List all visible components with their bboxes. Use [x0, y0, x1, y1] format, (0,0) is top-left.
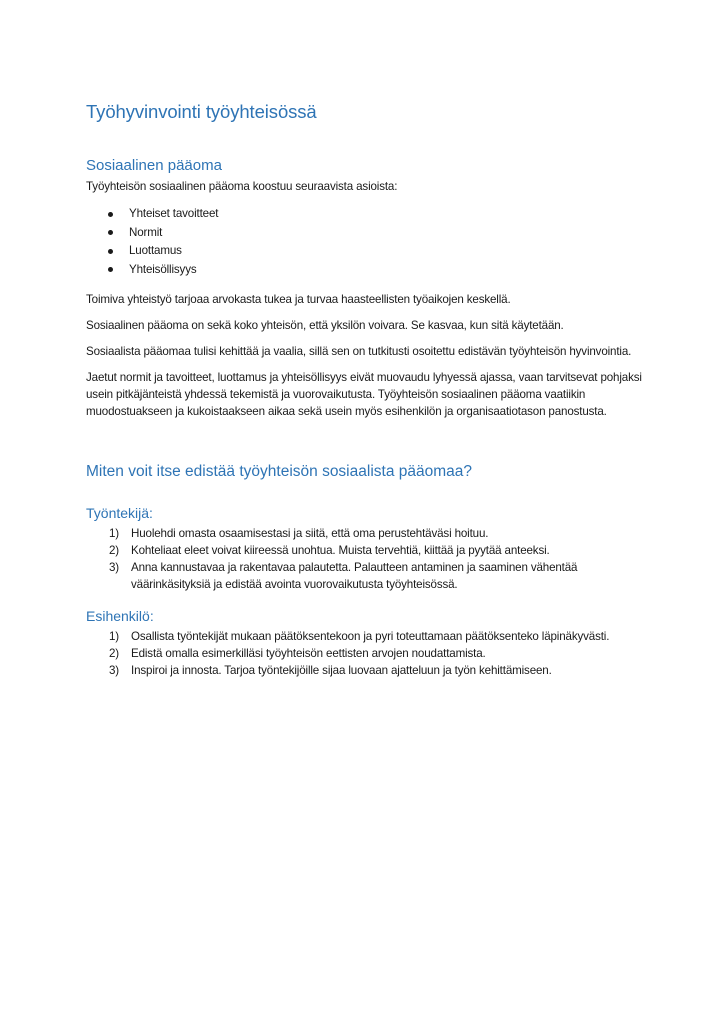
- intro-paragraph: Työyhteisön sosiaalinen pääoma koostuu seuraavista asioista:: [86, 180, 398, 193]
- section-heading-social-capital: Sosiaalinen pääoma: [86, 157, 222, 174]
- body-paragraph: Jaetut normit ja tavoitteet, luottamus ja yhteisöllisyys eivät muovaudu lyhyessä ajassa, vaan tarvitsevat pohjaksi usein pitkäjänteistä yhdessä tekemistä ja vuorovaikutusta. Työyhteisön sosiaalinen pääoma vaatiikin muodostuakseen ja kukoistaakseen aikaa sekä usein myös esihenkilön ja organisaatiotason panostusta.: [86, 371, 642, 418]
- bullet-icon: [108, 230, 113, 235]
- bullet-icon: [108, 267, 113, 272]
- body-paragraph: Toimiva yhteistyö tarjoaa arvokasta tukea ja turvaa haasteellisten työaikojen keskellä.: [86, 293, 511, 306]
- document-title: Työhyvinvointi työyhteisössä: [86, 101, 317, 122]
- bullet-icon: [108, 249, 113, 254]
- body-paragraph: Sosiaalista pääomaa tulisi kehittää ja vaalia, sillä sen on tutkitusti osoitettu edistävän työyhteisön hyvinvointia.: [86, 345, 632, 358]
- list-number: 1): [109, 527, 120, 540]
- list-item: 1) Huolehdi omasta osaamisestasi ja siitä, että oma perustehtäväsi hoituu.: [109, 527, 489, 540]
- list-number: 2): [109, 544, 120, 557]
- employee-list: [86, 525, 644, 593]
- section-spacer: [86, 429, 644, 462]
- list-number: 1): [109, 630, 120, 643]
- bullet-item: Yhteiset tavoitteet: [108, 205, 644, 224]
- list-item: 3) Inspiroi ja innosta. Tarjoa työntekijöille sijaa luovaan ajatteluun ja työn kehittämiseen.: [109, 664, 552, 677]
- subheading-manager: Esihenkilö:: [86, 608, 154, 624]
- body-paragraph: Sosiaalinen pääoma on sekä koko yhteisön, että yksilön voivara. Se kasvaa, kun sitä käytetään.: [86, 319, 564, 332]
- list-number: 3): [109, 664, 120, 677]
- list-number: 2): [109, 647, 120, 660]
- bullet-item: Normit: [108, 224, 644, 243]
- list-item: 1) Osallista työntekijät mukaan päätöksentekoon ja pyri toteuttamaan päätöksenteko läpinäkyvästi.: [109, 630, 610, 643]
- section-heading-how-to-promote: Miten voit itse edistää työyhteisön sosiaalista pääomaa?: [86, 463, 472, 480]
- bullet-item: Yhteisöllisyys: [108, 261, 644, 280]
- list-item: 2) Edistä omalla esimerkilläsi työyhteisön eettisten arvojen noudattamista.: [109, 647, 486, 660]
- list-item: 2) Kohteliaat eleet voivat kiireessä unohtua. Muista tervehtiä, kiittää ja pyytää anteeksi.: [109, 544, 550, 557]
- list-number: 3): [109, 561, 120, 574]
- subheading-employee: Työntekijä:: [86, 505, 153, 521]
- bullet-item: Luottamus: [108, 242, 644, 261]
- bullet-icon: [108, 212, 113, 217]
- list-item: 3) Anna kannustavaa ja rakentavaa palautetta. Palautteen antaminen ja saaminen vähentää väärinkäsityksiä ja edistää avointa vuorovaikutusta työyhteisössä.: [109, 561, 578, 591]
- manager-list: [86, 628, 644, 679]
- bullet-list: [86, 205, 644, 279]
